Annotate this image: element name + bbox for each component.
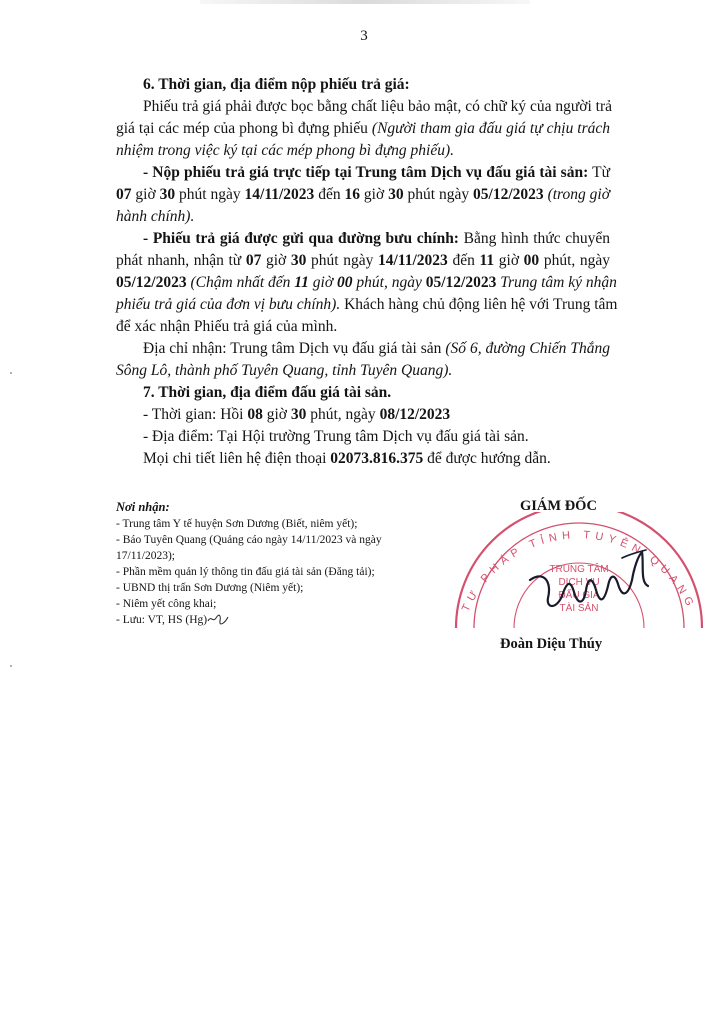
recipient-item: - Niêm yết công khai; [116,598,217,610]
recipient-item: - UBND thị trấn Sơn Dương (Niêm yết); [116,582,304,594]
recipients-title: Nơi nhận: [116,500,170,514]
postal-submission-line1: - Phiếu trả giá được gửi qua đường bưu chính: Bằng hình thức chuyển [143,230,611,247]
director-title: GIÁM ĐỐC [520,498,597,514]
postal-submission-line2: phát nhanh, nhận từ 07 giờ 30 phút ngày 14/11/2023 đến 11 giờ 00 phút, ngày [116,252,611,269]
section6-p1-line3: nhiệm trong việc ký tại các mép phong bì đựng phiếu). [116,142,455,159]
contact-info: Mọi chi tiết liên hệ điện thoại 02073.816.375 để được hướng dẫn. [143,450,551,467]
scan-speck [10,665,12,667]
seal-center-line: TÀI SẢN [559,603,599,614]
recipient-item: - Lưu: VT, HS (Hg) [116,612,229,628]
scan-edge-shadow [200,0,530,4]
recipient-item: - Báo Tuyên Quang (Quảng cáo ngày 14/11/2023 và ngày [116,534,382,546]
section7-heading: 7. Thời gian, địa điểm đấu giá tài sản. [143,384,392,401]
scan-speck [10,372,12,374]
auction-time: - Thời gian: Hồi 08 giờ 30 phút, ngày 08/12/2023 [143,406,451,423]
auction-place: - Địa điểm: Tại Hội trường Trung tâm Dịch vụ đấu giá tài sản. [143,428,529,445]
seal-center-line: DỊCH VỤ [558,577,600,588]
receiving-address-line2: Sông Lô, thành phố Tuyên Quang, tỉnh Tuyên Quang). [116,362,453,379]
recipient-item: - Trung tâm Y tế huyện Sơn Dương (Biết, niêm yết); [116,518,358,530]
receiving-address-line1: Địa chỉ nhận: Trung tâm Dịch vụ đấu giá tài sản (Số 6, đường Chiến Thắng [143,340,610,357]
seal-center-line: ĐẤU GIÁ [558,590,600,601]
direct-submission-line3: hành chính). [116,208,195,225]
seal-center-line: TRUNG TÂM [549,564,609,575]
official-seal-stamp [452,512,706,628]
section6-p1-line1: Phiếu trả giá phải được bọc bằng chất liệu bảo mật, có chữ ký của người trả [143,98,612,115]
postal-submission-line3: 05/12/2023 (Chậm nhất đến 11 giờ 00 phút, ngày 05/12/2023 Trung tâm ký nhận [116,274,617,291]
direct-submission-line1: - Nộp phiếu trả giá trực tiếp tại Trung tâm Dịch vụ đấu giá tài sản: Từ [143,164,610,181]
postal-submission-line4: phiếu trả giá của đơn vị bưu chính). Khách hàng chủ động liên hệ với Trung tâm [116,296,618,313]
section6-heading: 6. Thời gian, địa điểm nộp phiếu trả giá: [143,76,410,93]
recipient-item: 17/11/2023); [116,550,175,562]
signer-name: Đoàn Diệu Thúy [500,636,603,652]
recipient-item: - Phần mềm quản lý thông tin đấu giá tài sản (Đăng tải); [116,566,375,578]
direct-submission-line2: 07 giờ 30 phút ngày 14/11/2023 đến 16 giờ 30 phút ngày 05/12/2023 (trong giờ [116,186,611,203]
seal-ring-text: TƯ PHÁP TỈNH TUYÊN QUANG [459,529,698,614]
section6-p1-line2: giá tại các mép của phong bì đựng phiếu (Người tham gia đấu giá tự chịu trách [116,120,611,137]
postal-submission-line5: để xác nhận Phiếu trả giá của mình. [116,318,338,335]
initials-mark-icon [207,613,229,625]
page-number: 3 [360,28,368,44]
